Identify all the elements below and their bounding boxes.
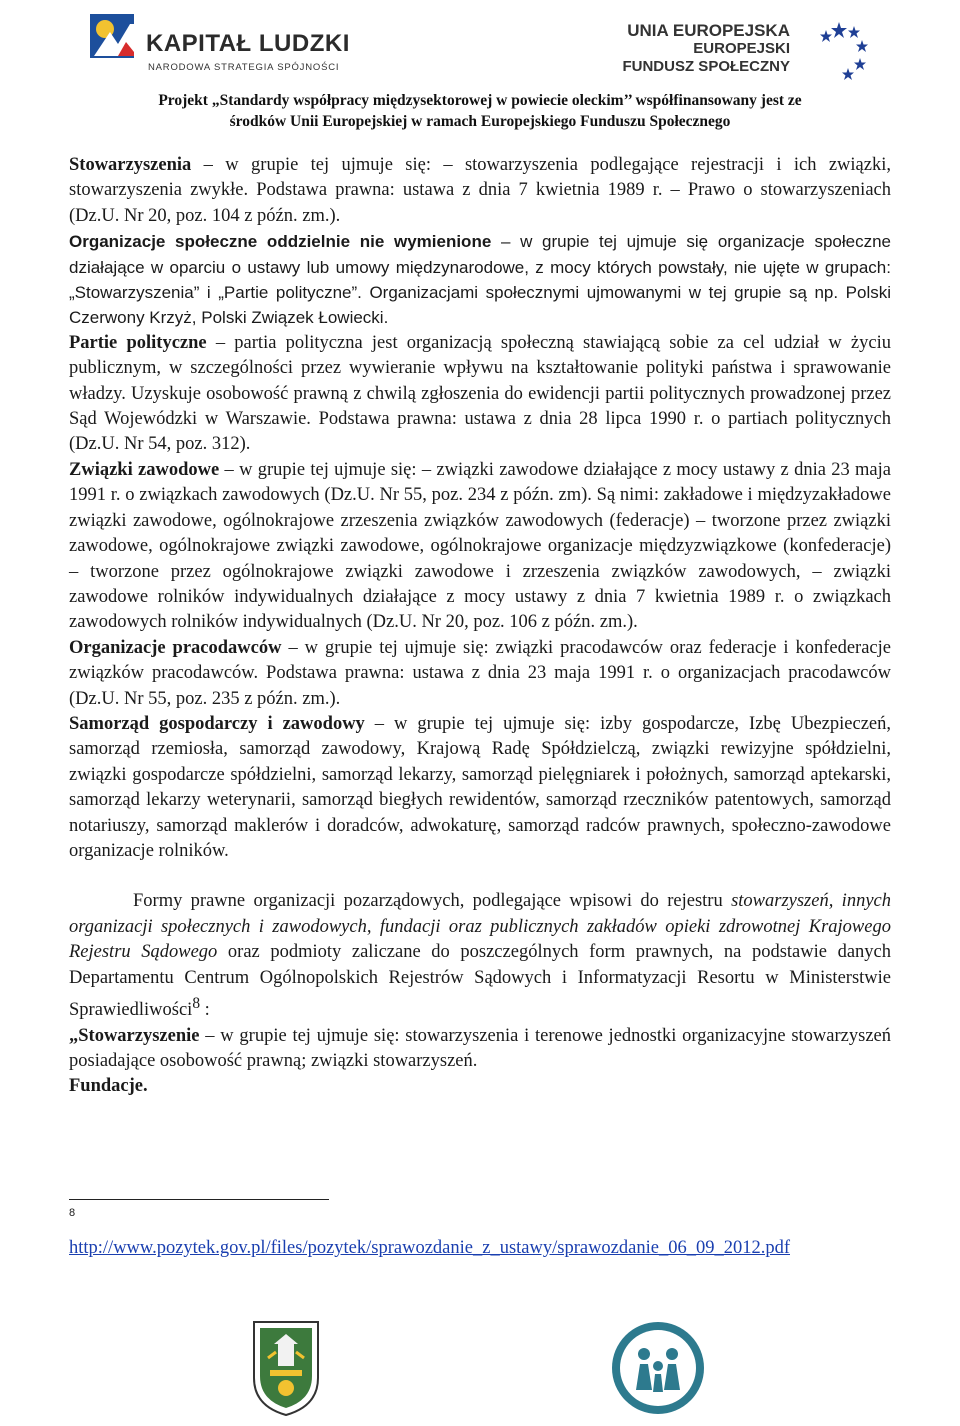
text-zwiazki-zawodowe: – w grupie tej ujmuje się: – związki zawodowe działające z mocy ustawy z dnia 23 maja 1991 r. o związkach zawodowych (Dz.U. Nr 55, poz. 234 z późn. zm). Są nimi: zakładowe i międzyzakładowe związki zawodowe, ogólnokrajowe zrzeszenia związków zawodowych (federacje) – tworzone przez związki zawodowe, ogólnokrajowe związki zawodowe, ogólnokrajowe organizacje międzyzwiązkowe (konfederacje) – tworzone przez ogólnokrajowe związki zawodowe i zrzeszenia związków zawodowych, – związki zawodowe rolników indywidualnych działające z mocy ustawy z dnia 7 kwietnia 1989 r. o związkach zawodowych rolników indywidualnych (Dz.U. Nr 20, poz. 106 z późn. zm.). <box>69 459 891 633</box>
formy-colon: : <box>200 1000 210 1021</box>
family-program-logo-icon <box>610 1320 706 1416</box>
eu-logo-text <box>622 22 790 76</box>
eu-line-1: UNIA EUROPEJSKA <box>627 21 790 40</box>
page-header <box>0 0 960 140</box>
term-stowarzyszenia: Stowarzyszenia <box>69 155 192 175</box>
term-organizacje-spoleczne: Organizacje społeczne oddzielnie nie wymienione <box>69 232 492 252</box>
text-partie-polityczne: – partia polityczna jest organizacją społeczną stawiającą sobie za cel udział w życiu publicznym, w szczególności przez wywieranie wpływu na kształtowanie polityki państwa i sprawowanie władzy. Uzyskuje osobowość prawną z chwilą zgłoszenia do ewidencji partii politycznych prowadzonej przez Sąd Wojewódzki w Warszawie. Podstawa prawna: ustawa z dnia 28 lipca 1990 r. o partiach politycznych (Dz.U. Nr 54, poz. 312). <box>69 332 891 455</box>
project-banner <box>0 90 960 132</box>
section-stowarzyszenia <box>69 153 891 229</box>
eu-line-2: EUROPEJSKI <box>693 40 790 57</box>
term-fundacje: Fundacje. <box>69 1076 148 1097</box>
eu-line-3: FUNDUSZ SPOŁECZNY <box>622 58 790 75</box>
eu-efs-logo <box>580 18 870 82</box>
eu-stars-icon <box>808 18 870 80</box>
section-fundacje <box>69 1074 891 1099</box>
olecko-coat-of-arms-icon <box>250 1318 322 1418</box>
term-stowarzyszenie: „Stowarzyszenie <box>69 1025 200 1046</box>
footnote-separator <box>69 1199 329 1200</box>
footnote-link[interactable]: http://www.pozytek.gov.pl/files/pozytek/sprawozdanie_z_ustawy/sprawozdanie_06_09_2012.pdf <box>69 1238 790 1258</box>
kapital-ludzki-emblem-icon <box>88 12 136 60</box>
section-organizacje-pracodawcow <box>69 636 891 712</box>
text-samorzad: – w grupie tej ujmuje się: izby gospodarcze, Izbę Ubezpieczeń, samorząd rzemiosła, samorząd zawodowy, Krajową Radę Spółdzielczą, związki rewizyjne spółdzielni, związki gospodarcze spółdzielni, samorząd lekarzy, samorząd pielęgniarek i położnych, samorząd aptekarski, samorząd lekarzy weterynarii, samorząd biegłych rewidentów, samorząd rzeczników patentowych, samorząd notariuszy, samorząd maklerów i doradców, adwokaturę, samorząd radców prawnych, społeczno-zawodowe organizacje rolników. <box>69 713 891 861</box>
section-stowarzyszenie <box>69 1024 891 1075</box>
term-samorzad: Samorząd gospodarczy i zawodowy <box>69 713 365 734</box>
paragraph-formy-prawne <box>69 889 891 1023</box>
kapital-ludzki-title: KAPITAŁ LUDZKI <box>146 30 350 57</box>
section-samorzad <box>69 712 891 864</box>
term-partie-polityczne: Partie polityczne <box>69 332 207 353</box>
kapital-ludzki-logo <box>88 12 348 82</box>
formy-lead: Formy prawne organizacji pozarządowych, podlegające wpisowi do rejestru <box>133 891 723 912</box>
text-organizacje-spoleczne: – w grupie tej ujmuje się organizacje społeczne działające w oparciu o ustawy lub umowy międzynarodowe, z mocy których powstały, nie ujęte w grupach: „Stowarzyszenia” i „Partie polityczne”. Organizacjami społecznymi ujmowanymi w tej grupie są np. Polski Czerwony Krzyż, Polski Związek Łowiecki. <box>69 232 891 328</box>
section-zwiazki-zawodowe <box>69 458 891 636</box>
project-line-2: środków Unii Europejskiej w ramach Europejskiego Funduszu Społecznego <box>229 113 731 130</box>
term-organizacje-pracodawcow: Organizacje pracodawców <box>69 637 282 658</box>
formy-italic: stowarzyszeń, innych organizacji społecznych i zawodowych, fundacji oraz publicznych zakładów opieki zdrowotnej Krajowego Rejestru Sądowego <box>69 891 891 963</box>
footnote-number: 8 <box>69 1207 76 1219</box>
main-content <box>69 153 891 1100</box>
text-stowarzyszenie: – w grupie tej ujmuje się: stowarzyszenia i terenowe jednostki organizacyjne stowarzyszeń posiadające osobowość prawną; związki stowarzyszeń. <box>69 1025 891 1071</box>
text-stowarzyszenia: – w grupie tej ujmuje się: – stowarzyszenia podlegające rejestracji i ich związki, stowarzyszenia zwykłe. Podstawa prawna: ustawa z dnia 7 kwietnia 1989 r. – Prawo o stowarzyszeniach (Dz.U. Nr 20, poz. 104 z późn. zm.). <box>69 155 891 226</box>
footnote-reference[interactable]: 8 <box>192 995 201 1012</box>
section-partie-polityczne <box>69 331 891 458</box>
term-zwiazki-zawodowe: Związki zawodowe <box>69 459 220 480</box>
section-organizacje-spoleczne <box>69 229 891 331</box>
text-organizacje-pracodawcow: – w grupie tej ujmuje się: związki pracodawców oraz federacje i konfederacje związków pracodawców. Podstawa prawna: ustawa z dnia 23 maja 1991 r. o organizacjach pracodawców (Dz.U. Nr 55, poz. 235 z późn. zm.). <box>69 637 891 709</box>
project-line-1: Projekt „Standardy współpracy międzysektorowej w powiecie oleckim’’ współfinansowany jest ze <box>158 92 802 109</box>
kapital-ludzki-subtitle: NARODOWA STRATEGIA SPÓJNOŚCI <box>148 62 340 73</box>
formy-rest: oraz podmioty zaliczane do poszczególnych form prawnych, na podstawie danych Departamentu Centrum Ogólnopolskich Rejestrów Sądowych i Informatyzacji Resortu w Ministerstwie Sprawiedliwości <box>69 942 891 1021</box>
